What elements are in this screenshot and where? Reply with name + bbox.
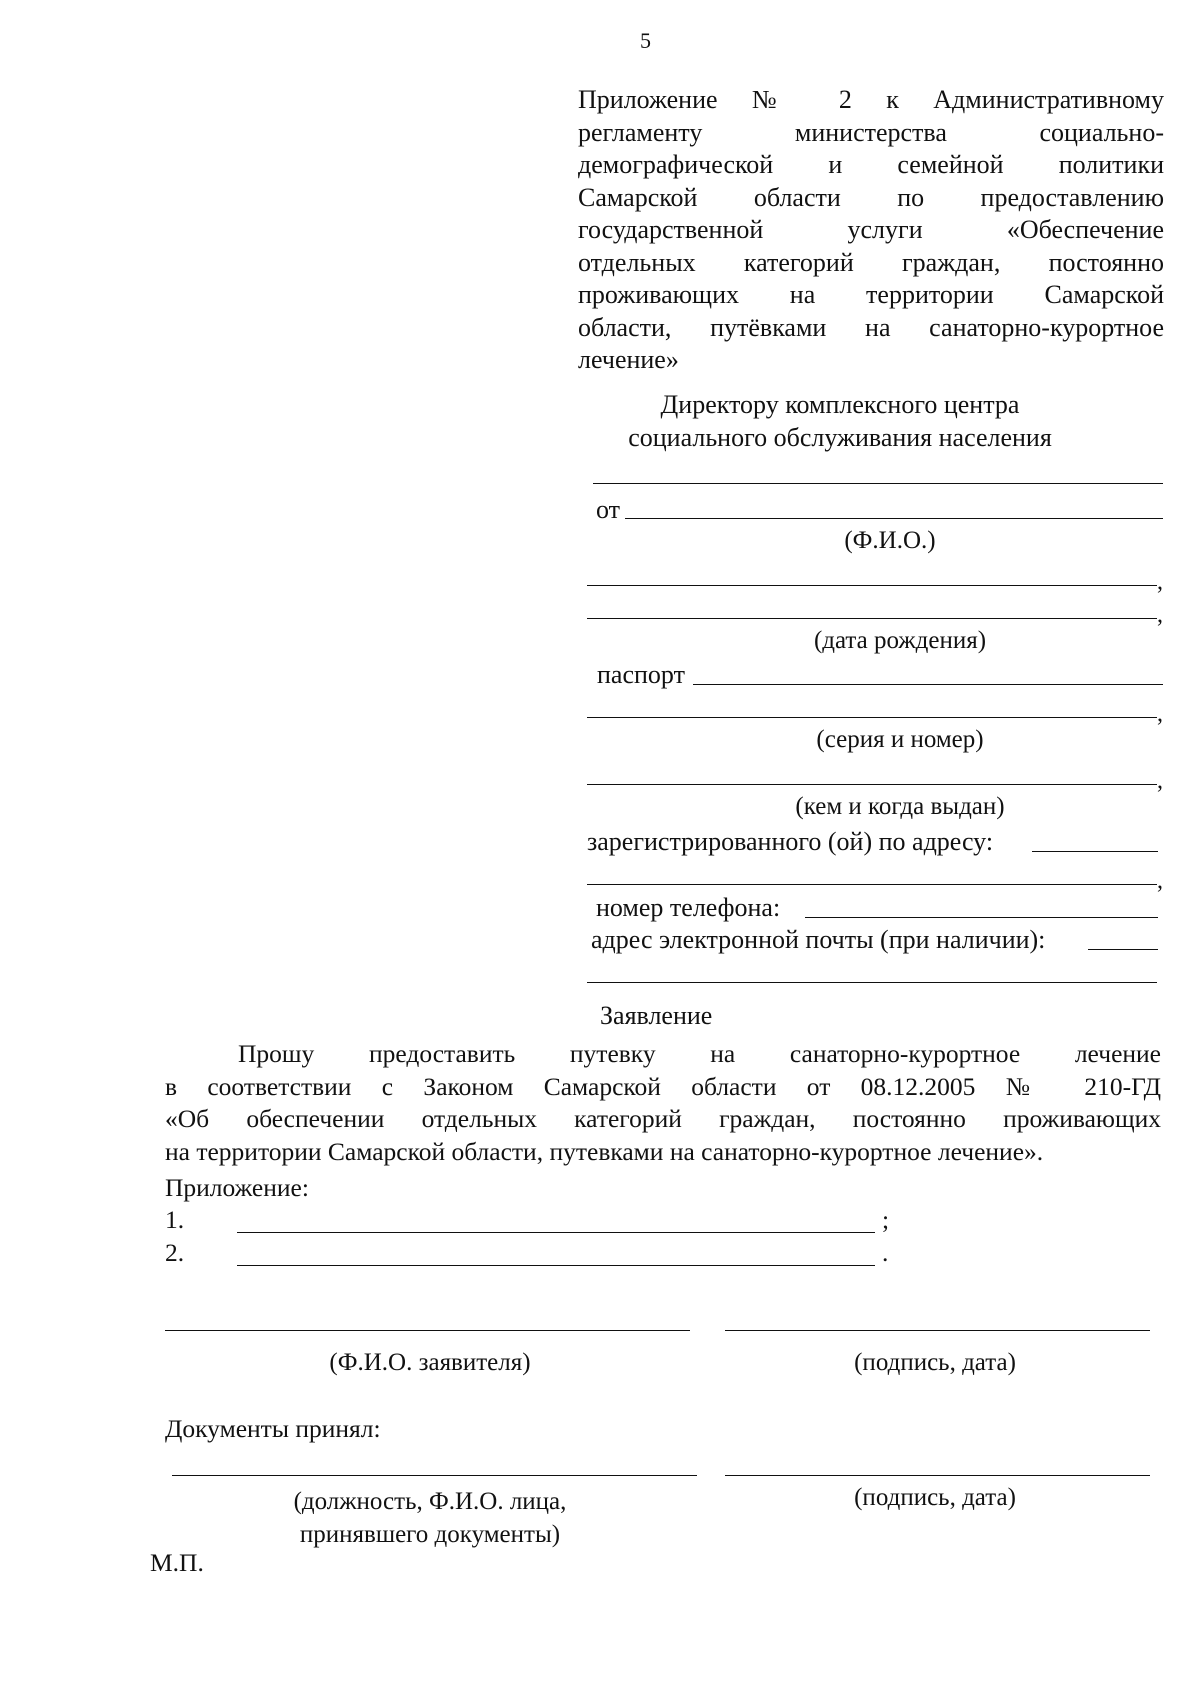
from-label: от [596,495,621,524]
passport-series-caption: (серия и номер) [816,726,984,753]
statement-title: Заявление [600,1001,713,1030]
comma: , [1157,768,1163,794]
blank-line[interactable] [593,483,1163,484]
registered-address-label: зарегистрированного (ой) по адресу: [587,827,994,856]
attachment-field-line-2[interactable] [237,1265,875,1266]
appendix-line: лечение» [578,345,679,374]
addressee [590,388,1090,454]
comma: , [1157,569,1163,595]
comma: , [1157,868,1163,894]
appendix-line: Самарской области по предоставлению [578,182,1164,212]
official-signature-line[interactable] [725,1475,1150,1476]
email-label: адрес электронной почты (при наличии): [591,925,1046,954]
official-signature-caption: (подпись, дата) [854,1484,1016,1511]
statement-line: Прошу предоставить путевку на санаторно-курортное лечение [238,1039,1161,1068]
appendix-header [578,84,1164,377]
documents-accepted-label: Документы принял: [165,1414,381,1443]
birth-date-caption: (дата рождения) [813,627,987,654]
address-field-line-2[interactable] [587,884,1157,885]
statement-line: на территории Самарской области, путевками на санаторно-курортное лечение». [165,1136,1044,1166]
birth-date-field-line[interactable] [587,618,1157,619]
stamp-label: М.П. [150,1548,204,1577]
attachment-end-2: . [882,1238,889,1267]
appendix-line: Приложение № 2 к Административному [578,85,1164,114]
attachment-end-1: ; [882,1205,890,1234]
fio-field-line[interactable] [625,518,1163,519]
applicant-fio-line[interactable] [165,1330,690,1331]
appendix-line: демографической и семейной политики [578,150,1164,179]
applicant-signature-caption: (подпись, дата) [854,1349,1016,1376]
passport-field-line[interactable] [693,684,1163,685]
statement-line: «Об обеспечении отдельных категорий граждан, постоянно проживающих [165,1104,1161,1133]
fio-caption: (Ф.И.О.) [844,527,936,554]
applicant-signature-line[interactable] [725,1330,1150,1331]
appendix-line: области, путёвками на санаторно-курортное [578,312,1164,342]
appendix-line: отдельных категорий граждан, постоянно [578,247,1164,277]
addressee-line-1: Директору комплексного центра [660,390,1020,419]
attachment-number-1: 1. [165,1205,185,1234]
official-caption [260,1485,600,1551]
official-caption-line-2: принявшего документы) [299,1521,561,1548]
official-fio-line[interactable] [172,1475,697,1476]
page-number: 5 [640,28,651,53]
blank-line[interactable] [587,585,1157,586]
appendix-line: проживающих на территории Самарской [578,280,1164,309]
passport-field-line-2[interactable] [587,717,1157,718]
attachment-number-2: 2. [165,1238,185,1267]
address-field-line[interactable] [1032,851,1158,852]
addressee-line-2: социального обслуживания населения [628,423,1052,452]
email-field-line[interactable] [1088,949,1158,950]
statement-body [165,1038,1161,1168]
attachment-field-line-1[interactable] [237,1232,875,1233]
passport-label: паспорт [597,660,685,689]
comma: , [1157,701,1163,727]
email-field-line-2[interactable] [587,982,1157,983]
appendix-line: государственной услуги «Обеспечение [578,215,1164,244]
phone-label: номер телефона: [596,893,781,922]
issued-by-caption: (кем и когда выдан) [795,793,1005,820]
issued-by-field-line[interactable] [587,784,1157,785]
appendix-line: регламенту министерства социально- [578,117,1164,147]
phone-field-line[interactable] [805,917,1158,918]
statement-line: в соответствии с Законом Самарской области от 08.12.2005 № 210-ГД [165,1071,1161,1101]
applicant-fio-caption: (Ф.И.О. заявителя) [329,1349,531,1376]
comma: , [1157,602,1163,628]
attachments-label: Приложение: [165,1173,309,1202]
official-caption-line-1: (должность, Ф.И.О. лица, [293,1488,567,1515]
